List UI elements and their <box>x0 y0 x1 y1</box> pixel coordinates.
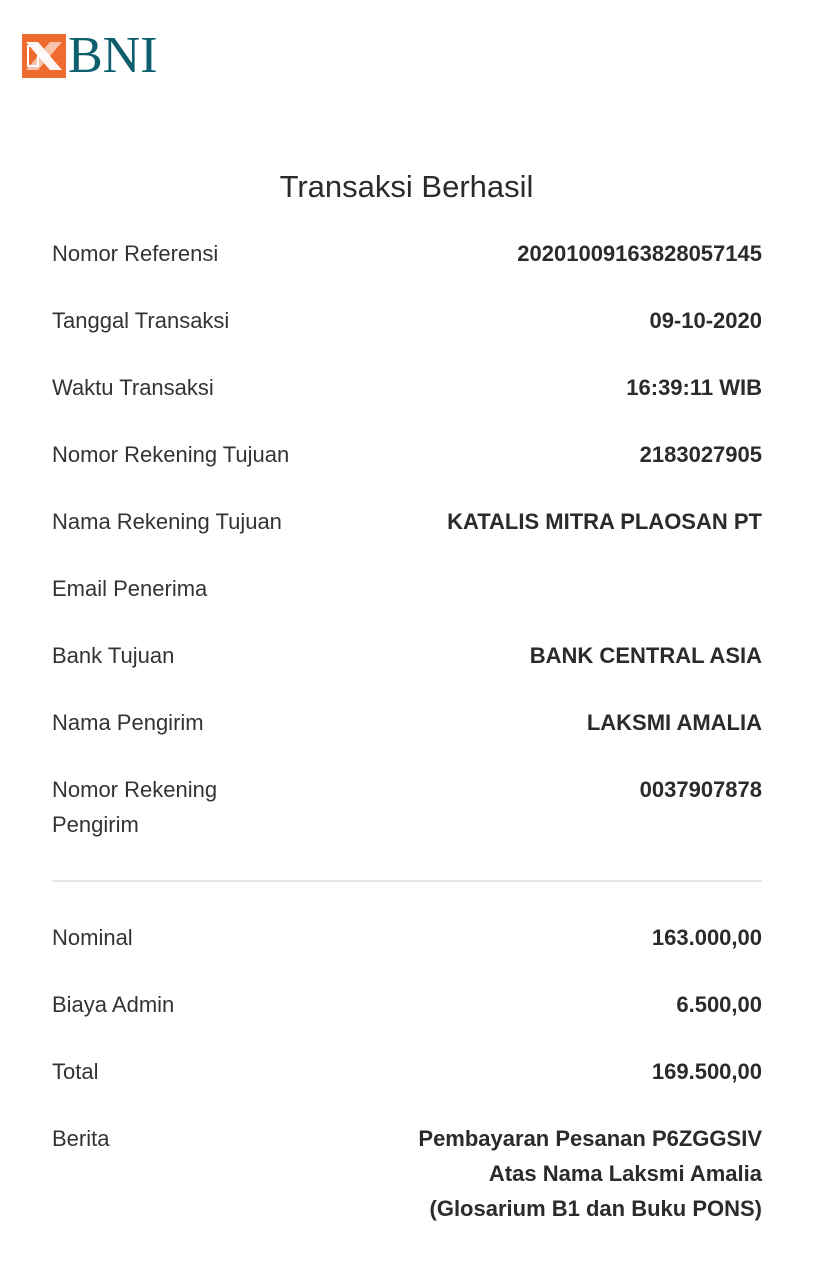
amount-label: Biaya Admin <box>52 992 175 1017</box>
detail-label: Nomor Rekening Pengirim <box>52 777 218 837</box>
detail-label: Nomor Rekening Tujuan <box>52 442 290 467</box>
detail-row-sender-name <box>52 705 762 740</box>
transaction-amounts <box>52 874 762 1258</box>
bni-logo <box>22 27 158 84</box>
detail-row-recipient-email <box>52 571 762 606</box>
detail-row-reference <box>52 236 762 271</box>
detail-row-destination-account <box>52 437 762 472</box>
detail-value: 0037907878 <box>639 777 762 802</box>
amount-row-total <box>52 1054 762 1089</box>
detail-label: Tanggal Transaksi <box>52 308 230 333</box>
amount-value: 169.500,00 <box>651 1059 762 1084</box>
detail-value: 09-10-2020 <box>649 308 762 333</box>
detail-value: BANK CENTRAL ASIA <box>529 643 762 668</box>
berita-line: Atas Nama Laksmi Amalia <box>488 1161 762 1186</box>
berita-value <box>418 1121 762 1226</box>
transaction-details <box>52 236 762 874</box>
detail-row-date <box>52 303 762 338</box>
section-divider <box>52 880 762 882</box>
detail-label: Email Penerima <box>52 576 208 601</box>
berita-label: Berita <box>52 1126 110 1151</box>
page-title: Transaksi Berhasil <box>279 169 534 204</box>
amount-row-admin-fee <box>52 987 762 1022</box>
detail-value: LAKSMI AMALIA <box>586 710 762 735</box>
amount-row-nominal <box>52 920 762 955</box>
bni-logo-mark-icon <box>22 34 66 78</box>
amount-value: 6.500,00 <box>676 992 762 1017</box>
detail-label: Nama Rekening Tujuan <box>52 509 282 534</box>
detail-value: 2183027905 <box>639 442 762 467</box>
detail-label: Bank Tujuan <box>52 643 175 668</box>
berita-line: (Glosarium B1 dan Buku PONS) <box>429 1196 762 1221</box>
detail-label: Nomor Referensi <box>52 241 219 266</box>
detail-row-time <box>52 370 762 405</box>
detail-row-destination-name <box>52 504 762 539</box>
amount-label: Total <box>52 1059 99 1084</box>
detail-value: KATALIS MITRA PLAOSAN PT <box>447 509 762 534</box>
bni-logo-text: BNI <box>68 27 158 84</box>
detail-label: Nama Pengirim <box>52 710 204 735</box>
detail-value: 20201009163828057145 <box>517 241 762 266</box>
detail-value: 16:39:11 WIB <box>626 375 762 400</box>
berita-row <box>52 1121 762 1226</box>
amount-label: Nominal <box>52 925 133 950</box>
detail-label: Waktu Transaksi <box>52 375 214 400</box>
detail-row-sender-account <box>52 772 762 842</box>
amount-value: 163.000,00 <box>651 925 762 950</box>
detail-row-destination-bank <box>52 638 762 673</box>
berita-line: Pembayaran Pesanan P6ZGGSIV <box>418 1126 762 1151</box>
